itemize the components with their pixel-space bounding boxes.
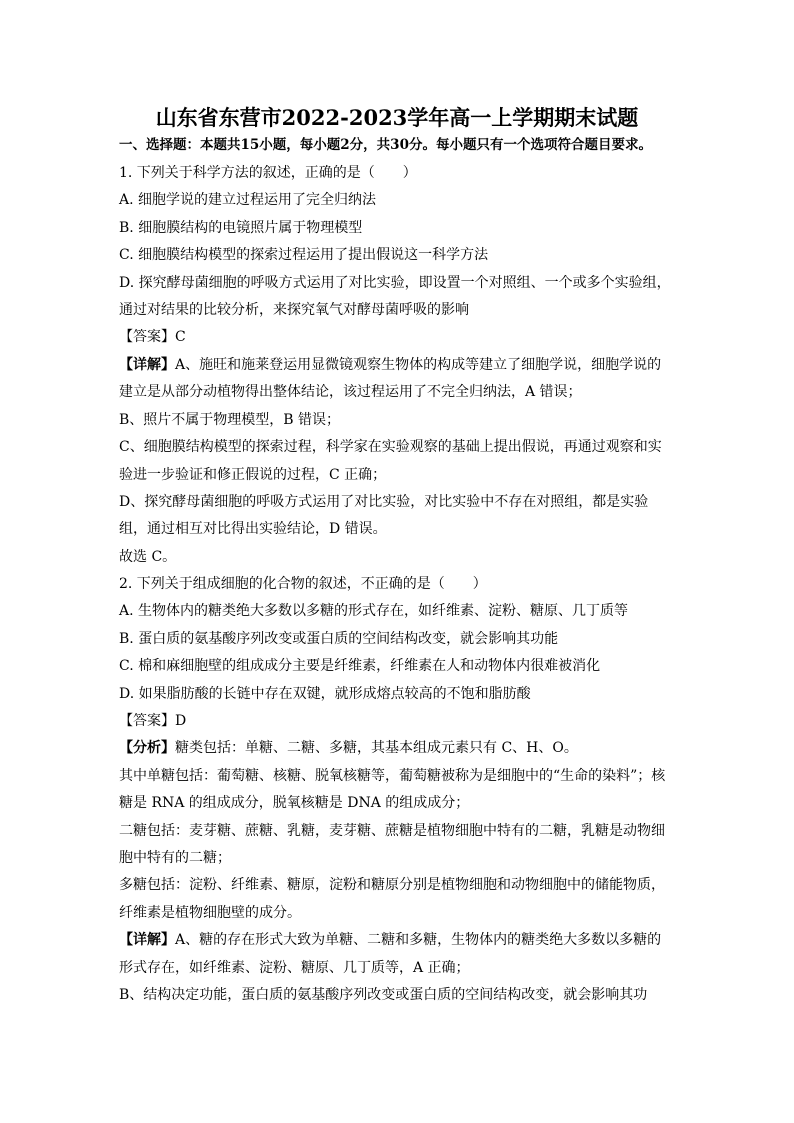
question-2-option-d: D. 如果脂肪酸的长链中存在双键，就形成熔点较高的不饱和脂肪酸 — [119, 686, 531, 702]
question-2-detail-line: 形式存在，如纤维素、淀粉、糖原、几丁质等，A 正确； — [119, 960, 470, 976]
question-2-analysis-line: 二糖包括：麦芽糖、蔗糖、乳糖，麦芽糖、蔗糖是植物细胞中特有的二糖，乳糖是动物细 — [119, 823, 665, 839]
question-2-analysis-line: 糖是 RNA 的组成成分，脱氧核糖是 DNA 的组成成分； — [119, 795, 470, 811]
question-1-option-d: D. 探究酵母菌细胞的呼吸方式运用了对比实验，即设置一个对照组、一个或多个实验组， — [119, 275, 671, 291]
question-1-detail-line: B、照片不属于物理模型，B 错误； — [119, 412, 341, 428]
question-1-detail-line: 验进一步验证和修正假说的过程，C 正确； — [119, 467, 387, 483]
question-2-analysis-line: 多糖包括：淀粉、纤维素、糖原，淀粉和糖原分别是植物细胞和动物细胞中的储能物质， — [119, 877, 665, 893]
detail-text: A、施旺和施莱登运用显微镜观察生物体的构成等建立了细胞学说，细胞学说的 — [175, 357, 662, 373]
question-1-option-a: A. 细胞学说的建立过程运用了完全归纳法 — [119, 192, 377, 208]
question-1-detail-line: D、探究酵母菌细胞的呼吸方式运用了对比实验，对比实验中不存在对照组，都是实验 — [119, 494, 649, 510]
detail-label: 【详解】 — [119, 932, 175, 948]
analysis-label: 【分析】 — [119, 740, 175, 756]
question-1-conclusion: 故选 C。 — [119, 549, 177, 565]
question-2-option-c: C. 棉和麻细胞壁的组成成分主要是纤维素，纤维素在人和动物体内很难被消化 — [119, 658, 601, 674]
question-1-stem: 1. 下列关于科学方法的叙述，正确的是（ ） — [119, 165, 417, 181]
question-2-analysis-line: 纤维素是植物细胞壁的成分。 — [119, 905, 301, 921]
question-1-detail-line: 建立是从部分动植物得出整体结论，该过程运用了不完全归纳法，A 错误； — [119, 384, 582, 400]
question-2-option-a: A. 生物体内的糖类绝大多数以多糖的形式存在，如纤维素、淀粉、糖原、几丁质等 — [119, 603, 629, 619]
question-2-analysis-line — [119, 736, 578, 760]
question-2-option-b: B. 蛋白质的氨基酸序列改变或蛋白质的空间结构改变，就会影响其功能 — [119, 631, 559, 647]
question-2-detail-line: B、结构决定功能，蛋白质的氨基酸序列改变或蛋白质的空间结构改变，就会影响其功 — [119, 987, 648, 1003]
question-2-analysis-line: 其中单糖包括：葡萄糖、核糖、脱氧核糖等，葡萄糖被称为是细胞中的“生命的染料”；核 — [119, 768, 666, 784]
question-1-detail-line: 组，通过相互对比得出实验结论，D 错误。 — [119, 521, 387, 537]
question-1-detail-line: C、细胞膜结构模型的探索过程，科学家在实验观察的基础上提出假说，再通过观察和实 — [119, 439, 662, 455]
detail-text: A、糖的存在形式大致为单糖、二糖和多糖，生物体内的糖类绝大多数以多糖的 — [175, 932, 662, 948]
question-2-answer: 【答案】D — [119, 713, 187, 729]
question-1-option-c: C. 细胞膜结构模型的探索过程运用了提出假说这一科学方法 — [119, 247, 489, 263]
question-2-detail-line — [119, 928, 661, 952]
section-heading: 一、选择题：本题共15小题，每小题2分，共30分。每小题只有一个选项符合题目要求。 — [119, 137, 652, 153]
analysis-text: 糖类包括：单糖、二糖、多糖，其基本组成元素只有 C、H、O。 — [175, 740, 578, 756]
question-1-answer: 【答案】C — [119, 329, 186, 345]
question-1-option-d-cont: 通过对结果的比较分析，来探究氧气对酵母菌呼吸的影响 — [119, 302, 469, 318]
question-2-analysis-line: 胞中特有的二糖； — [119, 850, 231, 866]
question-1-detail-line — [119, 353, 661, 377]
page-title: 山东省东营市2022-2023学年高一上学期期末试题 — [155, 105, 639, 130]
detail-label: 【详解】 — [119, 357, 175, 373]
question-2-stem: 2. 下列关于组成细胞的化合物的叙述，不正确的是（ ） — [119, 576, 487, 592]
question-1-option-b: B. 细胞膜结构的电镜照片属于物理模型 — [119, 220, 363, 236]
